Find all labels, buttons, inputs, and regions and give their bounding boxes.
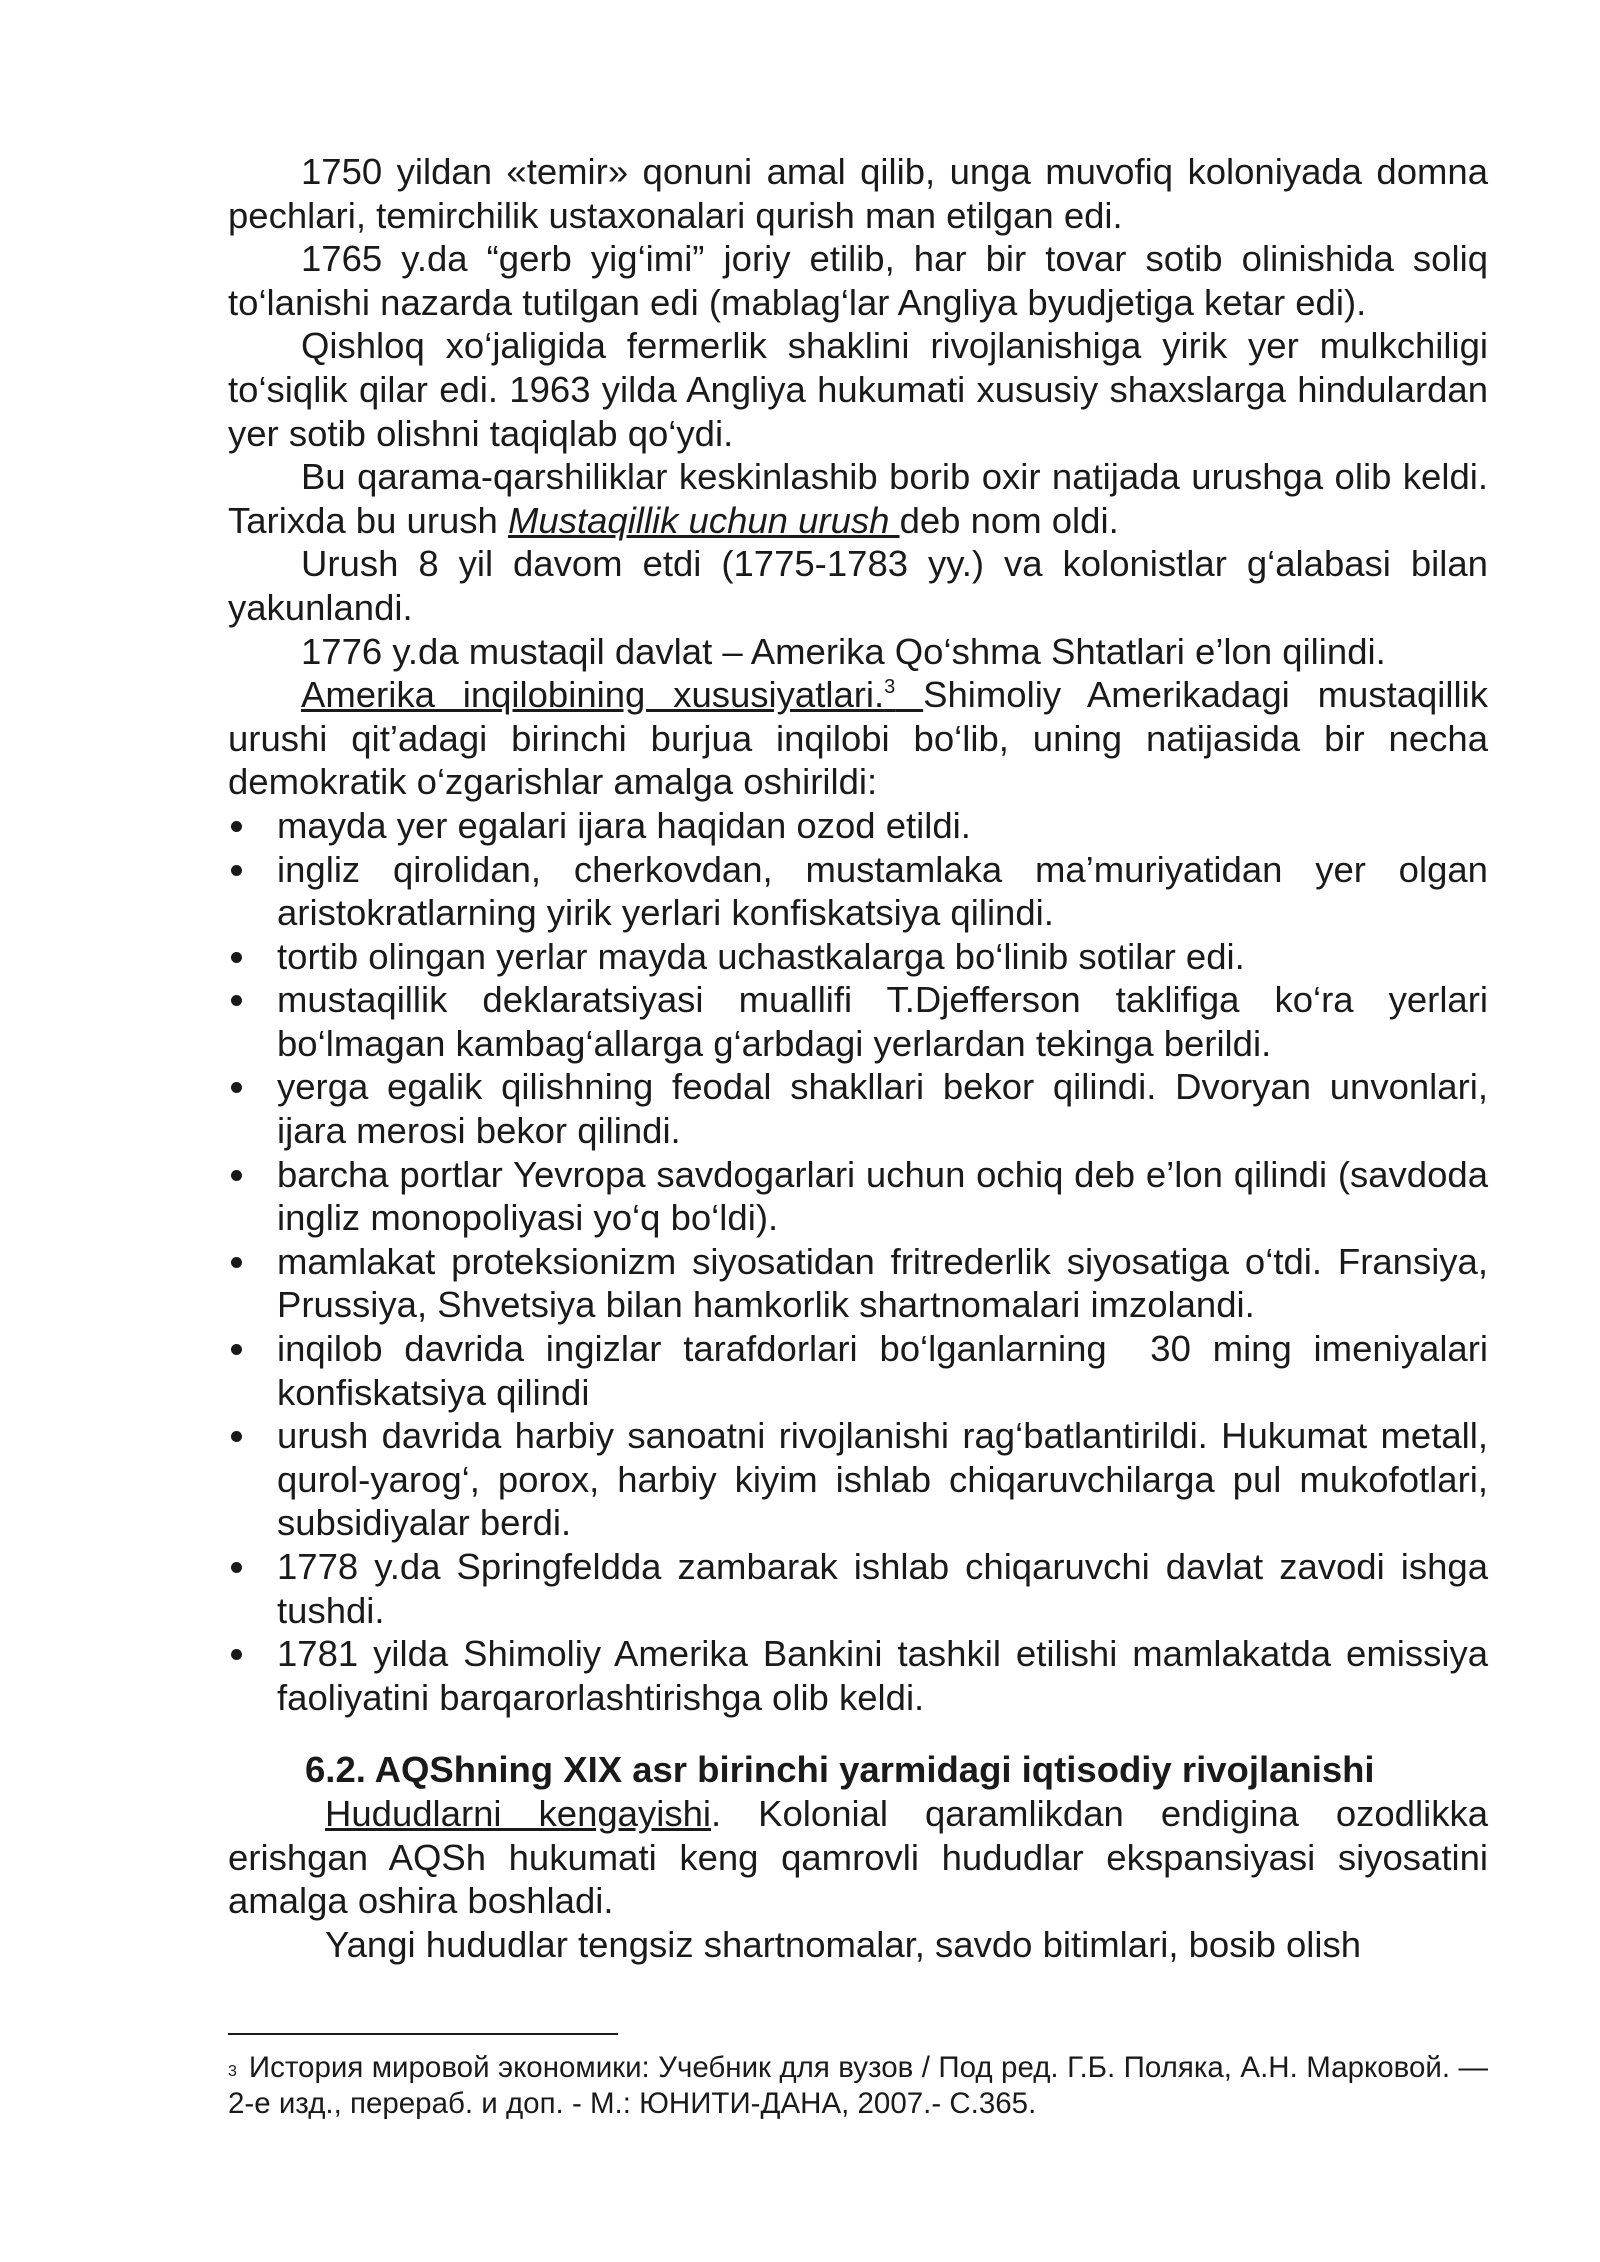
bullet-icon: [231, 1562, 242, 1573]
paragraph-war-duration: Urush 8 yil davom etdi (1775-1783 yy.) va kolonistlar g‘alabasi bilan yakunlandi.: [228, 543, 1488, 628]
list-item: [228, 1632, 1488, 1719]
paragraph-territory-expansion: [228, 1792, 1488, 1923]
list-item-text: yerga egalik qilishning feodal shakllari bekor qilindi. Dvoryan unvonlari, ijara merosi bekor qilindi.: [277, 1066, 1488, 1152]
section-heading: 6.2. AQShning XIX asr birinchi yarmidagi iqtisodiy rivojlanishi: [305, 1749, 1375, 1791]
list-item: [228, 935, 1488, 979]
list-item-text: mamlakat proteksionizm siyosatidan fritrederlik siyosatiga o‘tdi. Fransiya, Prussiya, Shvetsiya bilan hamkorlik shartnomalari imzolandi.: [277, 1240, 1488, 1326]
revolution-features-text: Shimoliy Amerikadagi mustaqillik urushi qit’adagi birinchi burjua inqilobi bo‘lib, uning natijasida bir necha demokratik o‘zgarishlar amalga oshirildi:: [228, 674, 1488, 803]
changes-list: [228, 804, 1499, 1719]
list-item-text: tortib olingan yerlar mayda uchastkalarga bo‘linib sotilar edi.: [277, 935, 1245, 977]
footnote-marker: 3: [228, 2063, 237, 2080]
list-item: [228, 1327, 1499, 1414]
bullet-icon: [231, 865, 242, 876]
list-item-text: mustaqillik deklaratsiyasi muallifi T.Djefferson taklifiga ko‘ra yerlari bo‘lmagan kambag‘allarga g‘arbdagi yerlardan tekinga berildi.: [277, 979, 1488, 1064]
bullet-icon: [231, 952, 242, 963]
paragraph-usa-declared: 1776 y.da mustaqil davlat – Amerika Qo‘shma Shtatlari e’lon qilindi.: [301, 630, 1386, 672]
bullet-icon: [231, 1431, 242, 1442]
list-item: [228, 804, 1488, 848]
territory-expansion-text: . Kolonial qaramlikdan endigina ozodlikka erishgan AQSh hukumati keng qamrovli hududlar ekspansiyasi siyosatini amalga oshira boshladi.: [228, 1792, 1488, 1922]
list-item: [228, 1545, 1488, 1632]
revolution-features-title: Amerika inqilobining xususiyatlari.: [301, 674, 885, 716]
footnote-divider: [228, 2033, 618, 2035]
list-item: [228, 978, 1488, 1065]
page-body: [228, 150, 1499, 1966]
paragraph-contradictions-end: deb nom oldi.: [899, 499, 1119, 541]
footnote-text: История мировой экономики: Учебник для вузов / Под ред. Г.Б. Поляка, А.Н. Марковой. — 2-е изд., перераб. и доп. - М.: ЮНИТИ-ДАНА, 2007.- С.365.: [228, 2051, 1488, 2120]
paragraph-contradictions: [228, 455, 1488, 542]
list-item-text: barcha portlar Yevropa savdogarlari uchun ochiq deb e’lon qilindi (savdoda ingliz monopoliyasi yo‘q bo‘ldi).: [277, 1153, 1488, 1239]
footnote-ref[interactable]: 3: [884, 676, 896, 699]
list-item: [228, 848, 1488, 935]
bullet-icon: [231, 995, 242, 1006]
bullet-icon: [231, 821, 242, 832]
independence-war-term: Mustaqillik uchun urush: [508, 499, 900, 541]
paragraph-stamp-tax: 1765 y.da “gerb yig‘imi” joriy etilib, har bir tovar sotib olinishida soliq to‘lanishi nazarda tutilgan edi (mablag‘lar Angliya byudjetiga ketar edi).: [228, 238, 1488, 323]
heading-underline-gap: [895, 674, 923, 715]
list-item-text: 1778 y.da Springfeldda zambarak ishlab chiqaruvchi davlat zavodi ishga tushdi.: [277, 1546, 1488, 1631]
list-item: [228, 1065, 1488, 1152]
bullet-icon: [231, 1344, 242, 1355]
paragraph-land-ownership: Qishloq xo‘jaligida fermerlik shaklini rivojlanishiga yirik yer mulkchiligi to‘siqlik qilar edi. 1963 yilda Angliya hukumati xususiy shaxslarga hindulardan yer sotib olishni taqiqlab qo‘ydi.: [228, 325, 1488, 454]
paragraph-contradictions-text: Bu qarama-qarshiliklar keskinlashib borib oxir natijada urushga olib keldi. Tarixda bu urush: [228, 456, 1488, 541]
bullet-icon: [231, 1649, 242, 1660]
list-item-text: ingliz qirolidan, cherkovdan, mustamlaka ma’muriyatidan yer olgan aristokratlarning yirik yerlari konfiskatsiya qilindi.: [277, 848, 1488, 934]
list-item: [228, 1153, 1488, 1240]
territory-expansion-term: Hududlarni kengayishi: [325, 1792, 711, 1834]
bullet-icon: [231, 1257, 242, 1268]
list-item-text: mayda yer egalari ijara haqidan ozod etildi.: [277, 804, 971, 846]
paragraph-new-territories: Yangi hududlar tengsiz shartnomalar, savdo bitimlari, bosib olish: [325, 1923, 1362, 1965]
footnote: [228, 2050, 1488, 2122]
list-item: [228, 1240, 1488, 1327]
list-item-text: urush davrida harbiy sanoatni rivojlanishi rag‘batlantirildi. Hukumat metall, qurol-yarog‘, porox, harbiy kiyim ishlab chiqaruvchilarga pul mukofotlari, subsidiyalar berdi.: [277, 1415, 1488, 1544]
bullet-icon: [231, 1170, 242, 1181]
list-item-text: 1781 yilda Shimoliy Amerika Bankini tashkil etilishi mamlakatda emissiya faoliyatini barqarorlashtirishga olib keldi.: [277, 1633, 1488, 1718]
list-item-text: inqilob davrida ingizlar tarafdorlari bo‘lganlarning 30 ming imeniyalari konfiskatsiya qilindi: [277, 1328, 1499, 1413]
list-item: [228, 1414, 1488, 1545]
paragraph-revolution-features: [228, 673, 1488, 804]
paragraph-temir-law: 1750 yildan «temir» qonuni amal qilib, unga muvofiq koloniyada domna pechlari, temirchilik ustaxonalari qurish man etilgan edi.: [228, 151, 1488, 236]
bullet-icon: [231, 1082, 242, 1093]
revolution-features-heading: [301, 674, 923, 715]
